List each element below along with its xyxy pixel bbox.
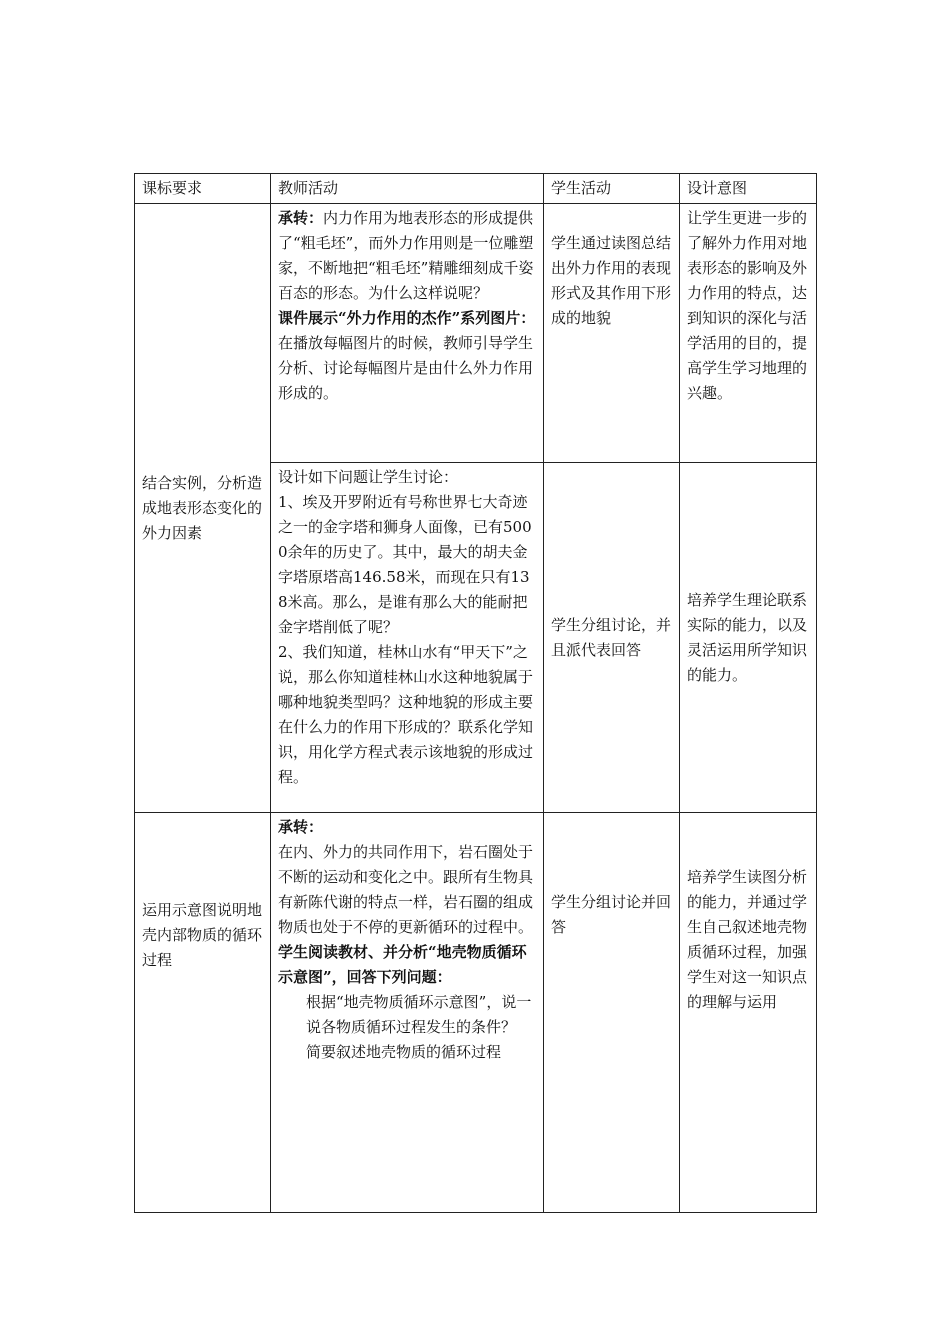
teacher-activity-cell-2 xyxy=(271,813,544,1213)
requirement-cell-2: 运用示意图说明地壳内部物质的循环过程 xyxy=(135,813,271,1213)
reading-task-1: 根据“地壳物质循环示意图”，说一说各物质循环过程发生的条件？ xyxy=(306,993,532,1036)
student-activity-cell-2: 学生分组讨论并回答 xyxy=(544,813,680,1213)
design-intent-cell-1a: 让学生更进一步的了解外力作用对地表形态的影响及外力作用的特点，达到知识的深化与活学活用的目的，提高学生学习地理的兴趣。 xyxy=(680,204,817,463)
student-activity-cell-1b: 学生分组讨论，并且派代表回答 xyxy=(544,463,680,813)
header-design-intent: 设计意图 xyxy=(680,174,817,204)
teacher-activity-cell-1b xyxy=(271,463,544,813)
transition-text: 内力作用为地表形态的形成提供了“粗毛坯”，而外力作用则是一位雕塑家，不断地把“粗毛坯”精雕细刻成千姿百态的形态。为什么这样说呢？ xyxy=(278,209,534,302)
discussion-question-1: 1、埃及开罗附近有号称世界七大奇迹之一的金字塔和狮身人面像，已有5000余年的历史了。其中，最大的胡夫金字塔原塔高146.58米，而现在只有138米高。那么，是谁有那么大的能耐把金字塔削低了呢？ xyxy=(278,493,532,636)
lesson-plan-table xyxy=(134,173,817,1213)
transition-label: 承转： xyxy=(278,209,324,227)
reading-task-2: 简要叙述地壳物质的循环过程 xyxy=(306,1043,502,1061)
transition-text-2: 在内、外力的共同作用下，岩石圈处于不断的运动和变化之中。跟所有生物具有新陈代谢的特点一样，岩石圈的组成物质也处于不停的更新循环的过程中。 xyxy=(278,843,534,936)
transition-paragraph xyxy=(278,206,536,306)
header-requirement: 课标要求 xyxy=(135,174,271,204)
table-header-row xyxy=(135,174,817,204)
design-intent-cell-1b: 培养学生理论联系实际的能力，以及灵活运用所学知识的能力。 xyxy=(680,463,817,813)
requirement-cell-1: 结合实例，分析造成地表形态变化的外力因素 xyxy=(135,204,271,813)
header-student-activity: 学生活动 xyxy=(544,174,680,204)
table-row xyxy=(135,813,817,1213)
discussion-question-2: 2、我们知道，桂林山水有“甲天下”之说，那么你知道桂林山水这种地貌属于哪种地貌类型吗？这种地貌的形成主要在什么力的作用下形成的？联系化学知识，用化学方程式表示该地貌的形成过程。 xyxy=(278,643,534,786)
teacher-activity-cell-1a xyxy=(271,204,544,463)
courseware-text: 在播放每幅图片的时候，教师引导学生分析、讨论每幅图片是由什么外力作用形成的。 xyxy=(278,334,534,402)
courseware-label: 课件展示“外力作用的杰作”系列图片： xyxy=(278,309,536,327)
reading-task-label: 学生阅读教材、并分析“地壳物质循环示意图”，回答下列问题： xyxy=(278,943,527,986)
design-intent-cell-2: 培养学生读图分析的能力，并通过学生自己叙述地壳物质循环过程，加强学生对这一知识点的理解与运用 xyxy=(680,813,817,1213)
table-row xyxy=(135,204,817,463)
transition-label-2: 承转： xyxy=(278,818,324,836)
student-activity-cell-1a: 学生通过读图总结出外力作用的表现形式及其作用下形成的地貌 xyxy=(544,204,680,463)
discussion-intro: 设计如下问题让学生讨论： xyxy=(278,468,459,486)
header-teacher-activity: 教师活动 xyxy=(271,174,544,204)
